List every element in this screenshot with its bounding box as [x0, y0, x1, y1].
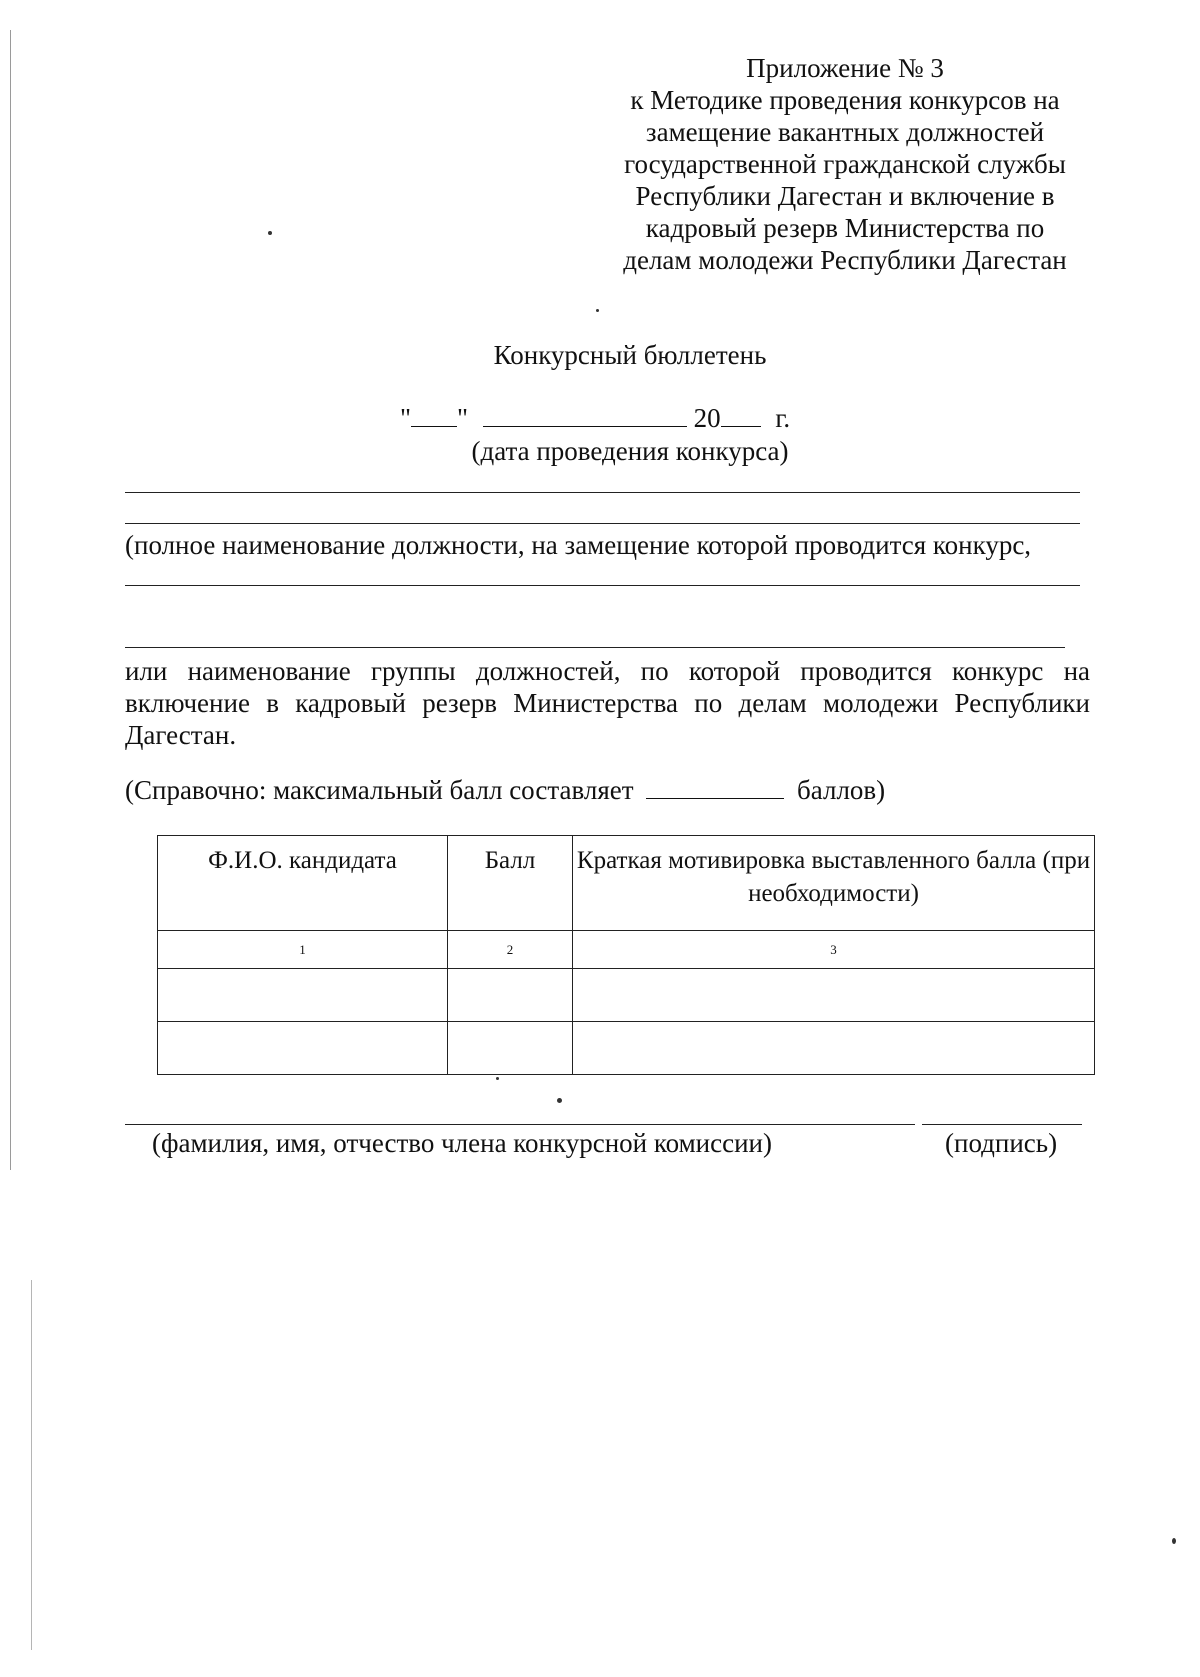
commission-member-name-line[interactable] [125, 1124, 915, 1125]
column-number-row [158, 931, 1095, 969]
reference-suffix: баллов) [797, 775, 886, 805]
bulletin-title: Конкурсный бюллетень [493, 340, 767, 370]
table-row [158, 1022, 1095, 1075]
position-blank-line-3[interactable] [125, 585, 1080, 586]
year-prefix: 20 [693, 403, 721, 433]
appendix-line: делам молодежи Республики Дагестан [623, 245, 1067, 275]
table-header-row [158, 836, 1095, 931]
date-field-row [400, 403, 820, 434]
group-text-line: или наименование группы должностей, по которой проводится конкурс на [125, 656, 1090, 686]
group-text-line: включение в кадровый резерв Министерства по делам молодежи Республики [125, 688, 1090, 718]
motivation-cell[interactable] [573, 1022, 1095, 1075]
date-quote-close: " [457, 403, 469, 433]
year-blank[interactable] [721, 404, 761, 427]
scan-edge-artifact [10, 30, 11, 1170]
table-row [158, 969, 1095, 1022]
appendix-line: замещение вакантных должностей [645, 117, 1045, 147]
max-score-reference [125, 775, 885, 806]
column-number: 2 [448, 931, 573, 969]
scan-speck [268, 231, 272, 235]
position-caption: (полное наименование должности, на замещение которой проводится конкурс, [125, 530, 1032, 560]
appendix-line: Республики Дагестан и включение в [635, 181, 1055, 211]
motivation-cell[interactable] [573, 969, 1095, 1022]
year-suffix: г. [775, 403, 791, 433]
appendix-title: Приложение № 3 [746, 53, 944, 83]
scan-speck [1172, 1538, 1176, 1544]
header-candidate-name: Ф.И.О. кандидата [158, 836, 448, 931]
position-blank-line-2[interactable] [125, 523, 1080, 524]
date-quote-open: " [400, 403, 412, 433]
header-motivation: Краткая мотивировка выставленного балла (при необходимости) [573, 836, 1095, 931]
max-score-blank[interactable] [646, 778, 784, 799]
scan-speck [557, 1098, 562, 1103]
position-group-text [125, 655, 1090, 751]
candidate-name-cell[interactable] [158, 1022, 448, 1075]
appendix-header [600, 52, 1090, 276]
scan-speck [596, 309, 599, 312]
position-blank-line-1[interactable] [125, 492, 1080, 493]
position-blank-line-4[interactable] [125, 647, 1065, 648]
day-blank[interactable] [411, 404, 457, 427]
reference-prefix: (Справочно: максимальный балл составляет [125, 775, 634, 805]
score-cell[interactable] [448, 1022, 573, 1075]
appendix-line: государственной гражданской службы [624, 149, 1066, 179]
scan-speck [496, 1077, 499, 1080]
appendix-line: к Методике проведения конкурсов на [630, 85, 1060, 115]
signature-line[interactable] [922, 1124, 1082, 1125]
appendix-line: кадровый резерв Министерства по [645, 213, 1045, 243]
month-blank[interactable] [483, 404, 687, 427]
column-number: 3 [573, 931, 1095, 969]
candidate-name-cell[interactable] [158, 969, 448, 1022]
scan-edge-artifact [31, 1280, 32, 1650]
signature-caption: (подпись) [945, 1128, 1058, 1158]
header-score: Балл [448, 836, 573, 931]
column-number: 1 [158, 931, 448, 969]
ballot-table [157, 835, 1095, 1075]
score-cell[interactable] [448, 969, 573, 1022]
commission-member-caption: (фамилия, имя, отчество члена конкурсной комиссии) [152, 1128, 772, 1158]
date-caption: (дата проведения конкурса) [471, 436, 789, 466]
group-text-line: Дагестан. [125, 720, 237, 750]
